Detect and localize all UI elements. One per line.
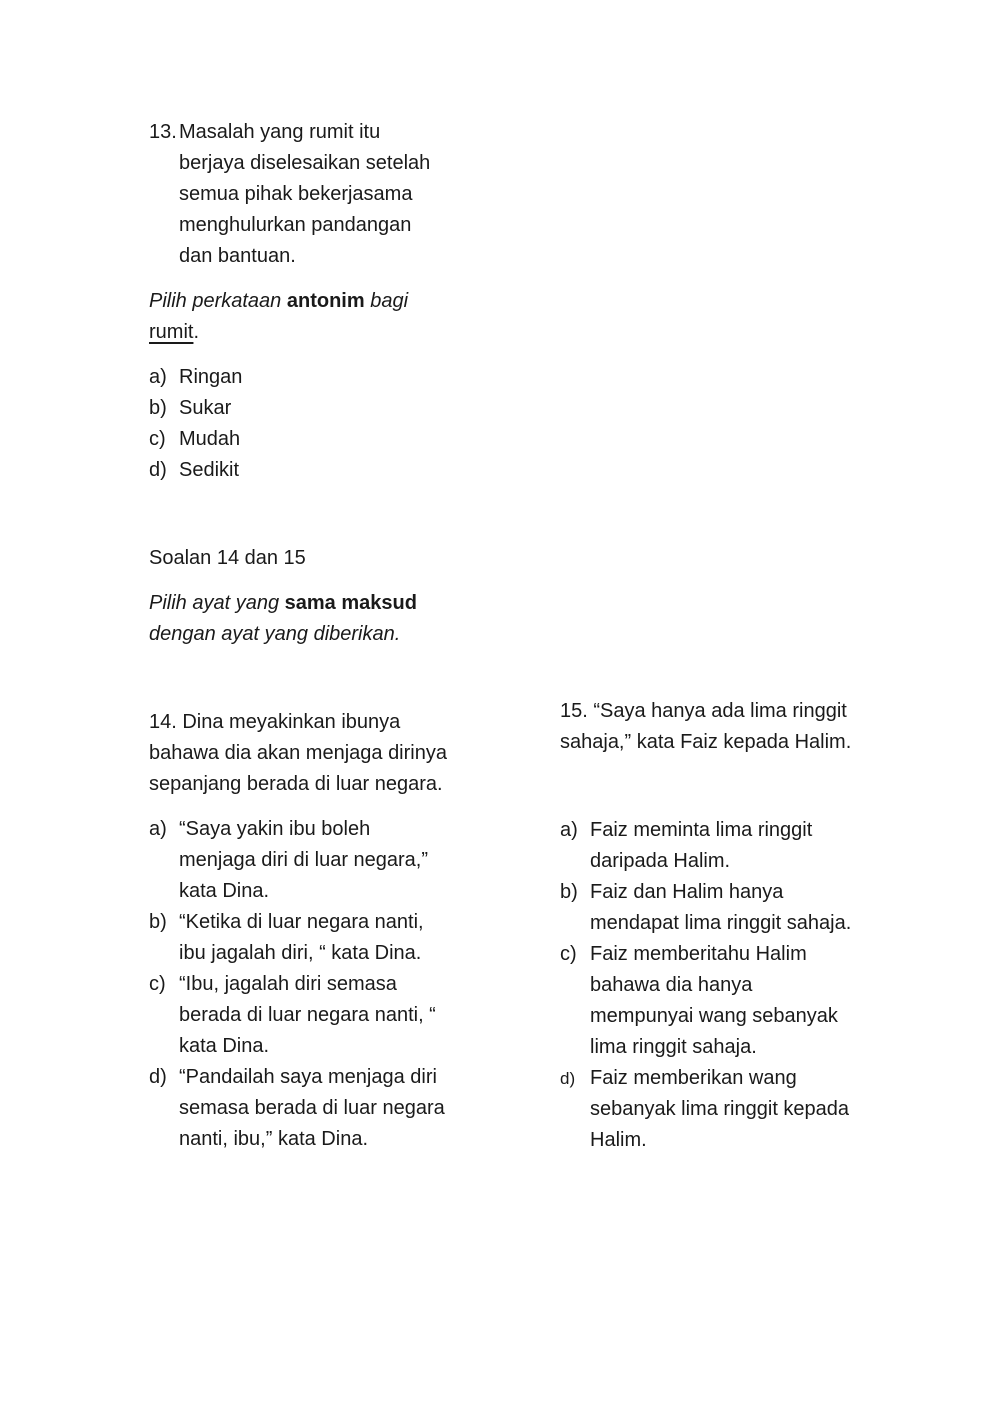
option-d[interactable]: d) Sedikit [149, 459, 240, 481]
section-instruction: Pilih ayat yang sama maksud dengan ayat yang diberikan. [149, 592, 417, 645]
emphasis-antonim: antonim [286, 290, 365, 312]
stem-line: sepanjang berada di luar negara. [149, 773, 443, 795]
option-a[interactable]: a) Ringan [149, 366, 243, 388]
option-d[interactable]: d) Faiz memberikan wang sebanyak lima ringgit kepada Halim. [560, 1067, 850, 1151]
option-a[interactable]: a) Faiz meminta lima ringgit daripada Halim. [560, 819, 813, 872]
stem-line: Masalah yang rumit itu [179, 121, 381, 143]
option-b[interactable]: b) Faiz dan Halim hanya mendapat lima ringgit sahaja. [560, 881, 852, 934]
question-15-stem [560, 696, 900, 758]
option-d[interactable]: d) “Pandailah saya menjaga diri semasa berada di luar negara nanti, ibu,” kata Dina. [149, 1066, 445, 1150]
question-13-stem [149, 117, 479, 272]
stem-line: 15. “Saya hanya ada lima ringgit [560, 700, 847, 722]
stem-line: bahawa dia akan menjaga dirinya [149, 742, 447, 764]
question-15-options [560, 815, 900, 1156]
question-14-stem [149, 707, 509, 800]
question-13 [149, 117, 479, 272]
stem-line: dan bantuan. [179, 245, 296, 267]
option-b[interactable]: b) Sukar [149, 397, 232, 419]
stem-line: 14. Dina meyakinkan ibunya [149, 711, 401, 733]
question-14-options [149, 814, 509, 1155]
question-13-instruction: Pilih perkataan antonim bagi rumit. [149, 290, 409, 343]
option-c[interactable]: c) Faiz memberitahu Halim bahawa dia hanya mempunyai wang sebanyak lima ringgit sahaja. [560, 943, 838, 1058]
target-word: rumit [149, 321, 194, 343]
stem-line: menghulurkan pandangan [179, 214, 412, 236]
option-c[interactable]: c) Mudah [149, 428, 241, 450]
option-a[interactable]: a) “Saya yakin ibu boleh menjaga diri di luar negara,” kata Dina. [149, 818, 429, 902]
stem-line: sahaja,” kata Faiz kepada Halim. [560, 731, 852, 753]
emphasis-sama-maksud: sama maksud [284, 592, 417, 614]
option-b[interactable]: b) “Ketika di luar negara nanti, ibu jagalah diri, “ kata Dina. [149, 911, 424, 964]
question-13-options [149, 362, 479, 486]
section-heading: Soalan 14 dan 15 [149, 547, 306, 569]
stem-line: semua pihak bekerjasama [179, 183, 413, 205]
option-c[interactable]: c) “Ibu, jagalah diri semasa berada di luar negara nanti, “ kata Dina. [149, 973, 436, 1057]
question-number: 13. [149, 121, 177, 143]
stem-line: berjaya diselesaikan setelah [179, 152, 431, 174]
